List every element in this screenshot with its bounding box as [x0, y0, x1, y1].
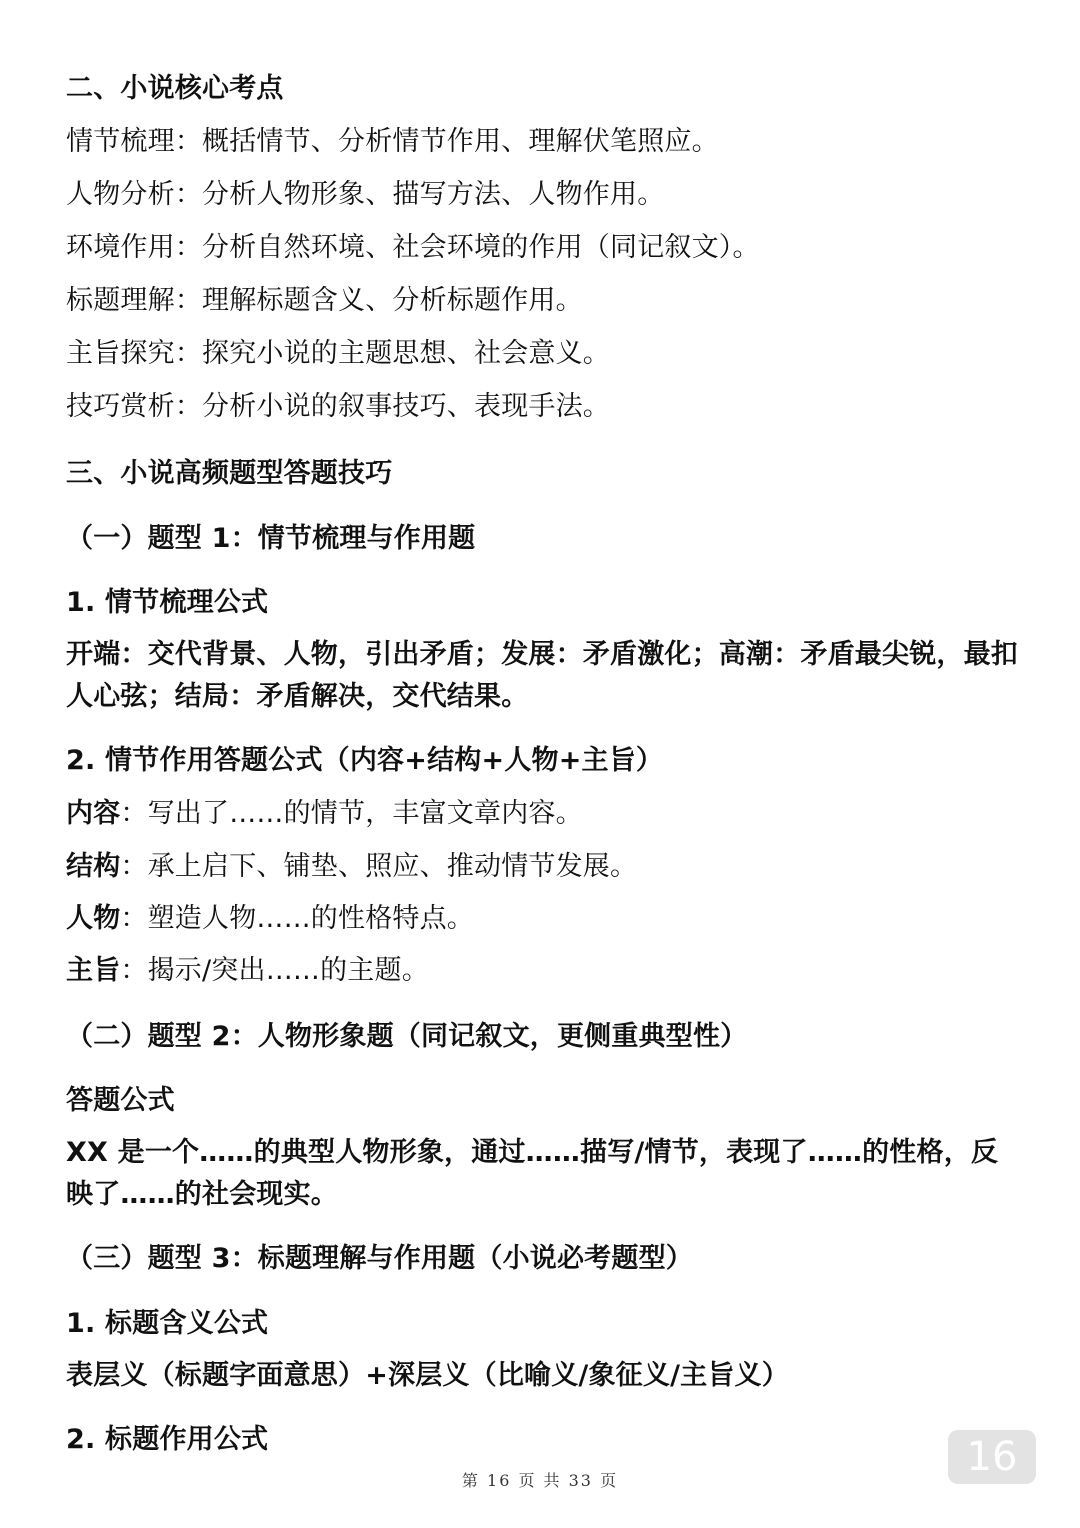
item-desc: ：承上启下、铺垫、照应、推动情节发展。	[120, 851, 638, 882]
item-term: 标题理解	[66, 285, 175, 316]
list-item	[66, 124, 719, 160]
page-number-badge: 16	[948, 1430, 1036, 1484]
q3-formula-1-body: 表层义（标题字面意思）+深层义（比喻义/象征义/主旨义）	[66, 1360, 789, 1391]
item-term: 内容	[66, 798, 121, 829]
item-term: 情节梳理	[66, 126, 175, 157]
item-desc: ：分析小说的叙事技巧、表现手法。	[174, 391, 611, 422]
item-term: 主旨探究	[66, 338, 175, 369]
item-term: 技巧赏析	[66, 391, 175, 422]
list-item	[66, 389, 610, 425]
q2-formula-title: 答题公式	[66, 1085, 175, 1116]
list-item	[66, 336, 610, 372]
item-desc: ：理解标题含义、分析标题作用。	[174, 285, 583, 316]
item-term: 人物	[66, 903, 121, 934]
list-item	[66, 283, 583, 319]
formula-1-body: 开端：交代背景、人物，引出矛盾；发展：矛盾激化；高潮：矛盾最尖锐，最扣人心弦；结局：矛盾解决，交代结果。	[66, 639, 1018, 712]
section-heading-2: 二、小说核心考点	[66, 73, 284, 104]
item-desc: ：揭示/突出……的主题。	[120, 955, 429, 986]
list-item	[66, 901, 474, 937]
q2-formula-body: XX 是一个……的典型人物形象，通过……描写/情节，表现了……的性格，反映了……的社会现实。	[66, 1137, 999, 1210]
item-term: 主旨	[66, 955, 121, 986]
item-desc: ：分析人物形象、描写方法、人物作用。	[174, 179, 665, 210]
list-item	[66, 953, 429, 989]
item-term: 人物分析	[66, 179, 175, 210]
item-desc: ：写出了……的情节，丰富文章内容。	[120, 798, 583, 829]
question-type-3-title: （三）题型 3：标题理解与作用题（小说必考题型）	[66, 1243, 693, 1274]
list-item	[66, 230, 760, 266]
item-desc: ：塑造人物……的性格特点。	[120, 903, 475, 934]
list-item	[66, 177, 664, 213]
list-item	[66, 796, 583, 832]
question-type-1-title: （一）题型 1：情节梳理与作用题	[66, 523, 476, 554]
q3-formula-2-title: 2. 标题作用公式	[66, 1424, 269, 1455]
formula-2-title: 2. 情节作用答题公式（内容+结构+人物+主旨）	[66, 745, 664, 776]
q3-formula-1-title: 1. 标题含义公式	[66, 1308, 269, 1339]
item-term: 结构	[66, 851, 121, 882]
page-footer: 第 16 页 共 33 页	[461, 1471, 619, 1490]
formula-1-title: 1. 情节梳理公式	[66, 587, 269, 618]
list-item	[66, 849, 637, 885]
item-term: 环境作用	[66, 232, 175, 263]
item-desc: ：探究小说的主题思想、社会意义。	[174, 338, 611, 369]
item-desc: ：概括情节、分析情节作用、理解伏笔照应。	[174, 126, 719, 157]
section-heading-3: 三、小说高频题型答题技巧	[66, 458, 393, 489]
question-type-2-title: （二）题型 2：人物形象题（同记叙文，更侧重典型性）	[66, 1021, 748, 1052]
item-desc: ：分析自然环境、社会环境的作用（同记叙文）。	[174, 232, 760, 263]
